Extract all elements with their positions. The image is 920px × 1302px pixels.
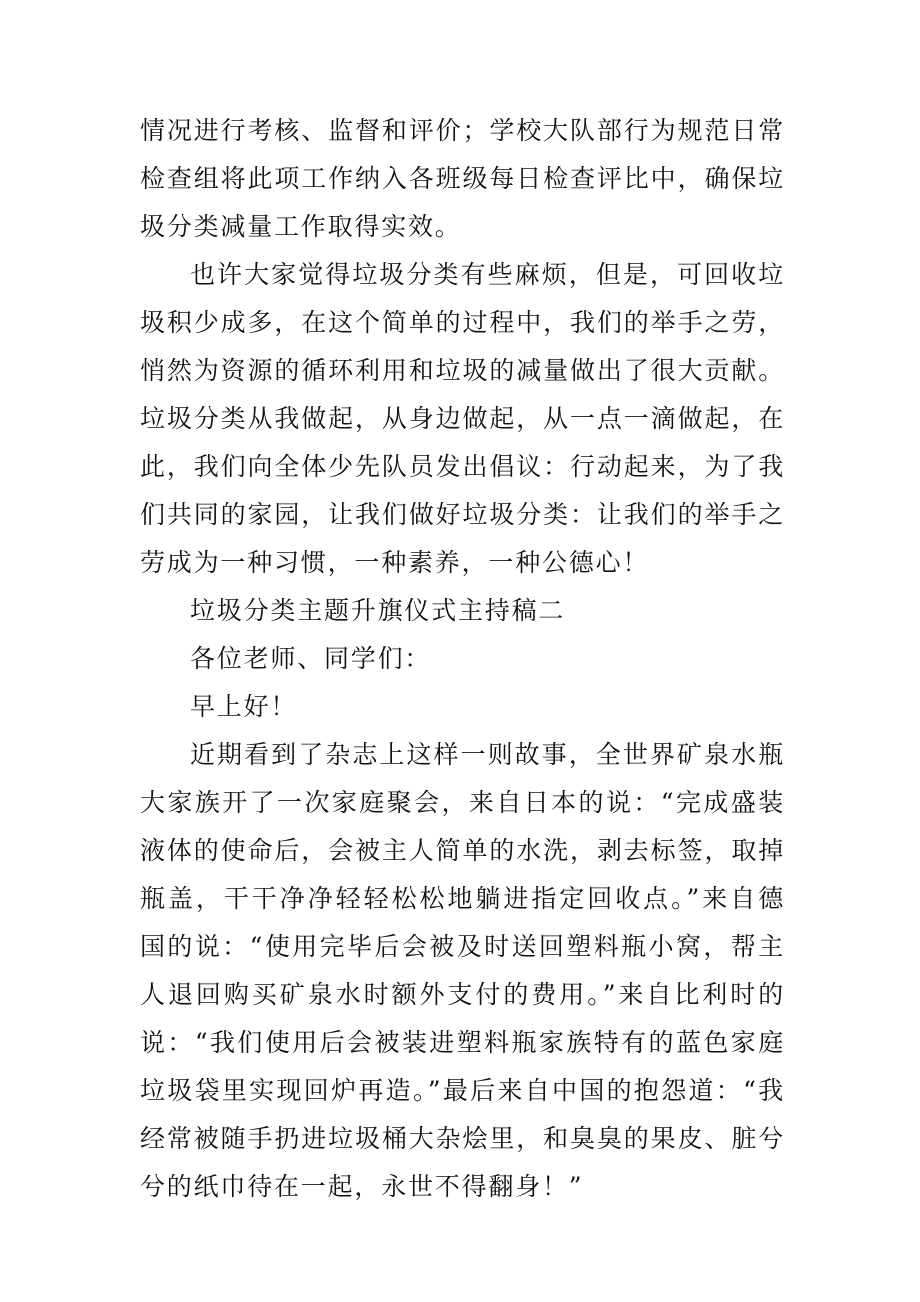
document-body <box>140 107 785 1211</box>
paragraph-story: 近期看到了杂志上这样一则故事，全世界矿泉水瓶大家族开了一次家庭聚会，来自日本的说：“完成盛装液体的使命后，会被主人简单的水洗，剥去标签，取掉瓶盖，干干净净轻轻松松地躺进指定回收点。”来自德国的说：“使用完毕后会被及时送回塑料瓶小窝，帮主人退回购买矿泉水时额外支付的费用。”来自比利时的说：“我们使用后会被装进塑料瓶家族特有的蓝色家庭垃圾袋里实现回炉再造。”最后来自中国的抱怨道：“我经常被随手扔进垃圾桶大杂烩里，和臭臭的果皮、脏兮兮的纸巾待在一起，永世不得翻身！” <box>140 740 785 1201</box>
greeting: 早上好！ <box>190 692 298 721</box>
salutation: 各位老师、同学们： <box>190 644 432 673</box>
section-title: 垃圾分类主题升旗仪式主持稿二 <box>190 596 566 625</box>
paragraph-proposal: 也许大家觉得垃圾分类有些麻烦，但是，可回收垃圾积少成多，在这个简单的过程中，我们的举手之劳，悄然为资源的循环利用和垃圾的减量做出了很大贡献。垃圾分类从我做起，从身边做起，从一点一滴做起，在此，我们向全体少先队员发出倡议：行动起来，为了我们共同的家园，让我们做好垃圾分类：让我们的举手之劳成为一种习惯，一种素养，一种公德心！ <box>140 260 785 577</box>
paragraph-evaluation: 情况进行考核、监督和评价；学校大队部行为规范日常检查组将此项工作纳入各班级每日检查评比中，确保垃圾分类减量工作取得实效。 <box>140 116 785 241</box>
